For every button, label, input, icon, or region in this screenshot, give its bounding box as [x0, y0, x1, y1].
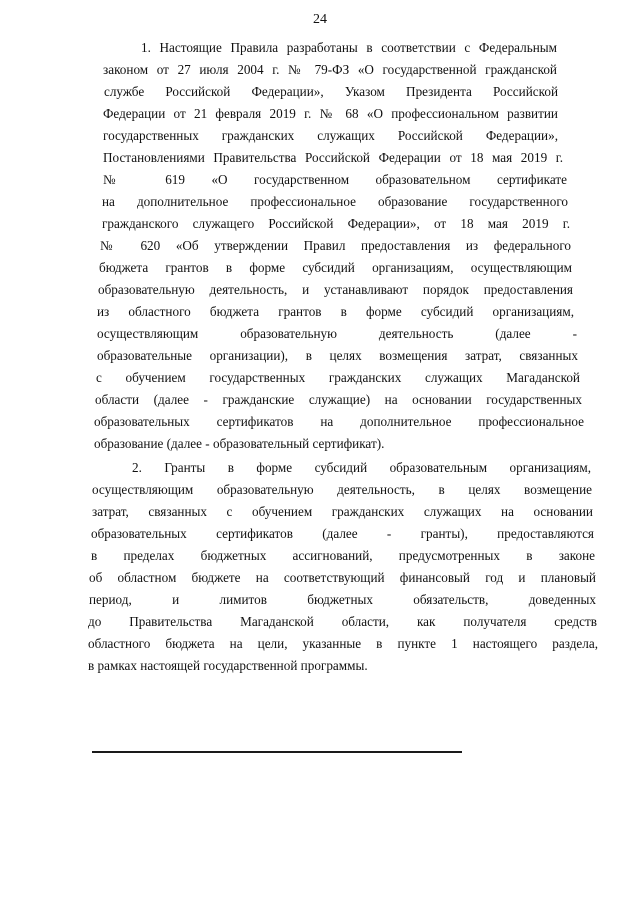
paragraph-1-line-7: № 619 «О государственном образовательном сертификате	[103, 172, 567, 187]
paragraph-1-line-17: области (далее - гражданские служащие) на основании государственных	[95, 392, 582, 407]
paragraph-1-line-6: Постановлениями Правительства Российской Федерации от 18 мая 2019 г.	[103, 150, 563, 165]
paragraph-1-line-1: 1. Настоящие Правила разработаны в соответствии с Федеральным	[141, 40, 557, 55]
paragraph-2-line-10: в рамках настоящей государственной программы.	[88, 658, 368, 673]
paragraph-1-line-4: Федерации от 21 февраля 2019 г. № 68 «О профессиональном развитии	[103, 106, 558, 121]
paragraph-1-line-3: службе Российской Федерации», Указом Президента Российской	[104, 84, 558, 99]
paragraph-2-line-8: до Правительства Магаданской области, как получателя средств	[88, 614, 597, 629]
paragraph-1-line-15: образовательные организации), в целях возмещения затрат, связанных	[97, 348, 578, 363]
paragraph-1-line-14: осуществляющим образовательную деятельность (далее -	[97, 326, 577, 341]
paragraph-2-line-3: затрат, связанных с обучением гражданских служащих на основании	[92, 504, 593, 519]
paragraph-2-line-5: в пределах бюджетных ассигнований, предусмотренных в законе	[91, 548, 595, 563]
page-number: 24	[313, 12, 327, 27]
paragraph-2-line-6: об областном бюджете на соответствующий финансовый год и плановый	[89, 570, 596, 585]
paragraph-1-line-2: законом от 27 июля 2004 г. № 79-ФЗ «О государственной гражданской	[103, 62, 557, 77]
paragraph-1-line-9: гражданского служащего Российской Федерации», от 18 мая 2019 г.	[102, 216, 570, 231]
paragraph-1-line-16: с обучением государственных гражданских служащих Магаданской	[96, 370, 580, 385]
paragraph-2-line-4: образовательных сертификатов (далее - гранты), предоставляются	[91, 526, 594, 541]
paragraph-1-line-8: на дополнительное профессиональное образование государственного	[102, 194, 568, 209]
paragraph-1-line-19: образование (далее - образовательный сертификат).	[94, 436, 385, 451]
paragraph-2-line-7: период, и лимитов бюджетных обязательств, доведенных	[89, 592, 596, 607]
paragraph-1-line-11: бюджета грантов в форме субсидий организациям, осуществляющим	[99, 260, 572, 275]
paragraph-1-line-12: образовательную деятельность, и устанавливают порядок предоставления	[98, 282, 573, 297]
paragraph-1-line-5: государственных гражданских служащих Российской Федерации»,	[103, 128, 558, 143]
paragraph-1-line-13: из областного бюджета грантов в форме субсидий организациям,	[97, 304, 574, 319]
footer-rule	[92, 751, 462, 753]
paragraph-2-line-2: осуществляющим образовательную деятельность, в целях возмещение	[92, 482, 592, 497]
paragraph-2-line-1: 2. Гранты в форме субсидий образовательным организациям,	[132, 460, 591, 475]
paragraph-2-line-9: областного бюджета на цели, указанные в пункте 1 настоящего раздела,	[88, 636, 598, 651]
paragraph-1-line-18: образовательных сертификатов на дополнительное профессиональное	[94, 414, 584, 429]
paragraph-1-line-10: № 620 «Об утверждении Правил предоставления из федерального	[100, 238, 571, 253]
